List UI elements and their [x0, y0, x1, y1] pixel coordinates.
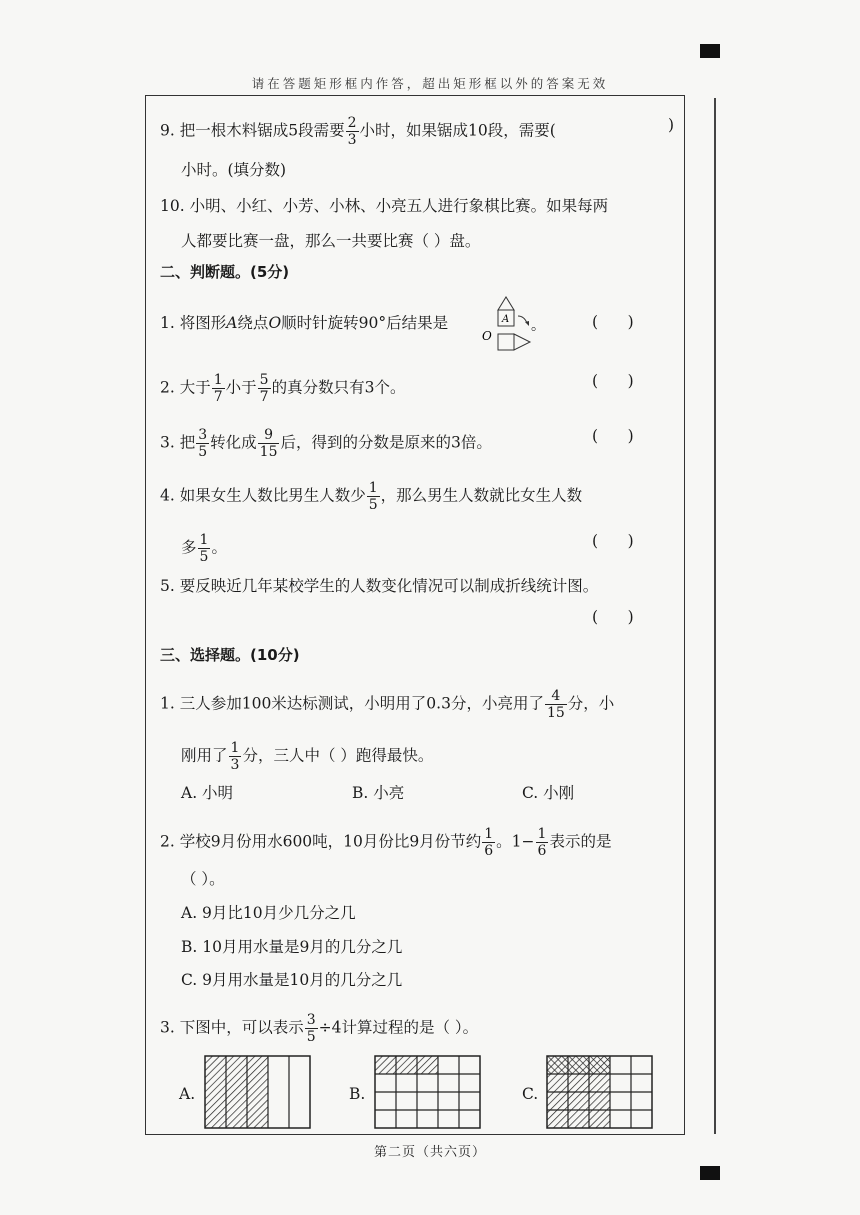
choice-1-line2: 刚用了 $\frac{1}{3}$ 分，三人中（ ）跑得最快。	[181, 740, 434, 773]
right-column-rule	[714, 98, 716, 1134]
choice-3-line1: 3. 下图中，可以表示 $\frac{3}{5}$ ÷4计算过程的是（ ）。	[160, 1012, 479, 1045]
figure-rotated-triangle	[514, 334, 530, 350]
choice-2-option-b[interactable]: B. 10月用水量是9月的几分之几	[181, 938, 403, 956]
figure-triangle-top	[498, 297, 514, 310]
fraction: $\frac{1}{5}$	[199, 532, 209, 565]
question-9-line1: 9. 把一根木料锯成5段需要 $\frac{2}{3}$ 小时，如果锯成10段，需要(	[160, 115, 556, 148]
judge-4-answer[interactable]: ( )	[592, 532, 634, 550]
fraction: $\frac{2}{3}$	[347, 115, 357, 148]
fraction: $\frac{3}{5}$	[198, 427, 208, 460]
figure-label-O: O	[482, 329, 492, 343]
judge-2-text: 2. 大于 $\frac{1}{7}$ 小于 $\frac{5}{7}$ 的真分数只有3个。	[160, 372, 406, 405]
judge-1-answer[interactable]: ( )	[592, 313, 634, 331]
judge-5-answer[interactable]: ( )	[592, 608, 634, 626]
fraction: $\frac{1}{3}$	[230, 740, 240, 773]
question-10-line2: 人都要比赛一盘，那么一共要比赛（ ）盘。	[181, 232, 481, 250]
corner-marker-top	[700, 44, 720, 58]
choice-2-option-c[interactable]: C. 9月用水量是10月的几分之几	[181, 971, 403, 989]
rotation-arrow-head	[525, 321, 529, 326]
choice-2-line2: （ ）。	[181, 870, 225, 888]
diagram-c-crosshatched	[547, 1056, 610, 1074]
diagram-a-shaded	[205, 1056, 268, 1128]
fraction: $\frac{4}{15}$	[546, 688, 565, 721]
figure-period: 。	[531, 318, 545, 334]
choice-3-label-a[interactable]: A.	[179, 1085, 196, 1103]
header-note: 请在答题矩形框内作答，超出矩形框以外的答案无效	[251, 76, 609, 91]
diagram-b	[375, 1056, 485, 1129]
question-10-line1: 10. 小明、小红、小芳、小林、小亮五人进行象棋比赛。如果每两	[160, 197, 609, 215]
diagram-c	[547, 1056, 657, 1129]
diagram-a	[205, 1056, 315, 1129]
judge-3-text: 3. 把 $\frac{3}{5}$ 转化成 $\frac{9}{15}$ 后，得到的分数是原来的3倍。	[160, 427, 492, 460]
fraction: $\frac{9}{15}$	[259, 427, 278, 460]
choice-2-option-a[interactable]: A. 9月比10月少几分之几	[181, 904, 356, 922]
choice-2-line1: 2. 学校9月份用水600吨，10月份比9月份节约 $\frac{1}{6}$ 。1− $\frac{1}{6}$ 表示的是	[160, 826, 612, 859]
fraction: $\frac{5}{7}$	[259, 372, 269, 405]
figure-rotated-square	[498, 334, 514, 350]
judge-4-line1: 4. 如果女生人数比男生人数少 $\frac{1}{5}$ ，那么男生人数就比女生人数	[160, 480, 583, 513]
fraction: $\frac{1}{5}$	[368, 480, 378, 513]
section-2-heading: 二、判断题。(5分)	[160, 263, 290, 281]
fraction: $\frac{1}{6}$	[484, 826, 494, 859]
rotation-figure	[478, 294, 548, 356]
figure-label-A: A	[502, 314, 510, 325]
judge-3-answer[interactable]: ( )	[592, 427, 634, 445]
choice-1-option-a[interactable]: A. 小明	[181, 784, 234, 802]
judge-5-text: 5. 要反映近几年某校学生的人数变化情况可以制成折线统计图。	[160, 577, 599, 595]
judge-1-text: 1. 将图形A绕点O顺时针旋转90°后结果是	[160, 314, 449, 332]
question-9-close-paren: )	[668, 116, 675, 134]
fraction: $\frac{3}{5}$	[306, 1012, 316, 1045]
choice-1-line1: 1. 三人参加100米达标测试，小明用了0.3分，小亮用了 $\frac{4}{15}$ 分，小	[160, 688, 615, 721]
diagram-b-shaded	[375, 1056, 438, 1074]
choice-3-label-c[interactable]: C.	[522, 1085, 539, 1103]
choice-3-label-b[interactable]: B.	[349, 1085, 366, 1103]
choice-1-option-b[interactable]: B. 小亮	[352, 784, 405, 802]
fraction: $\frac{1}{7}$	[213, 372, 223, 405]
choice-1-option-c[interactable]: C. 小刚	[522, 784, 575, 802]
judge-4-line2: 多 $\frac{1}{5}$ 。	[181, 532, 227, 565]
corner-marker-bottom	[700, 1166, 720, 1180]
page-footer: 第二页（共六页）	[373, 1145, 486, 1160]
judge-2-answer[interactable]: ( )	[592, 372, 634, 390]
fraction: $\frac{1}{6}$	[537, 826, 547, 859]
section-3-heading: 三、选择题。(10分)	[160, 646, 300, 664]
question-9-line2: 小时。(填分数)	[181, 161, 287, 179]
